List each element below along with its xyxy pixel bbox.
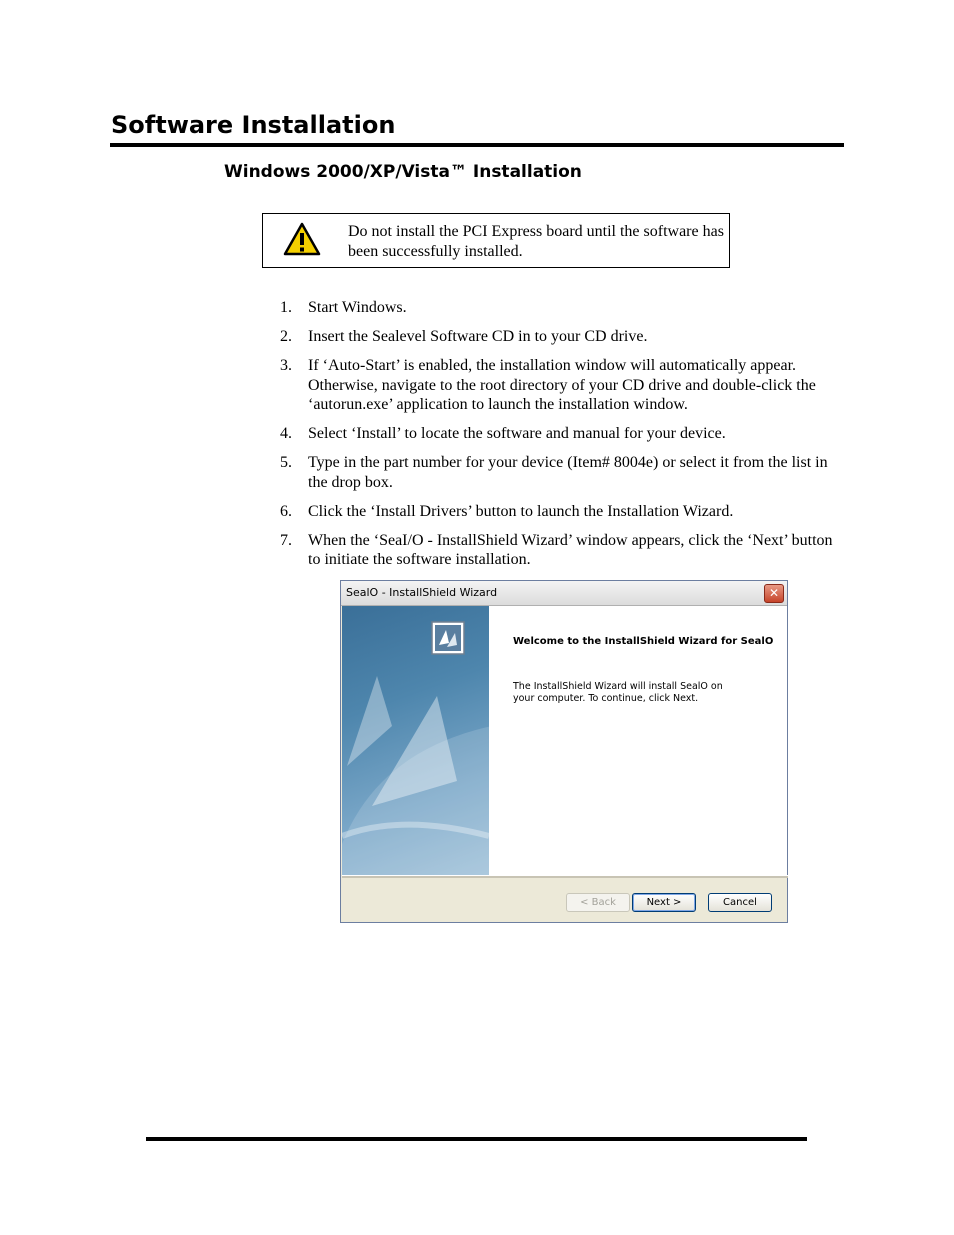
warning-callout bbox=[262, 213, 730, 268]
list-item: 6. Click the ‘Install Drivers’ button to launch the Installation Wizard. bbox=[280, 502, 734, 520]
list-item: 7. When the ‘SeaI/O - InstallShield Wizard’ window appears, click the ‘Next’ button to initiate the software installation. bbox=[280, 531, 833, 568]
wizard-side-banner bbox=[342, 606, 489, 875]
step-text: If ‘Auto-Start’ is enabled, the installation window will automatically appear. Otherwise, navigate to the root directory of your CD drive and double-click the ‘autorun.exe’ application to launch the installation window. bbox=[308, 357, 816, 413]
footer-rule bbox=[146, 1137, 807, 1141]
step-text: Start Windows. bbox=[308, 299, 407, 316]
wizard-title: SealO - InstallShield Wizard bbox=[346, 586, 498, 599]
close-icon[interactable]: ✕ bbox=[764, 584, 784, 603]
list-item: 5. Type in the part number for your device (Item# 8004e) or select it from the list in the drop box. bbox=[280, 454, 828, 491]
wizard-titlebar bbox=[341, 581, 787, 606]
installshield-logo-icon bbox=[431, 621, 465, 655]
list-item: 4. Select ‘Install’ to locate the software and manual for your device. bbox=[280, 425, 726, 442]
list-item: 3. If ‘Auto-Start’ is enabled, the installation window will automatically appear. Otherwise, navigate to the root directory of your CD drive and double-click the ‘autorun.exe’ application to launch the installation window. bbox=[280, 357, 816, 413]
title-rule bbox=[110, 143, 844, 147]
step-text: Insert the Sealevel Software CD in to your CD drive. bbox=[308, 328, 648, 345]
list-item: 2. Insert the Sealevel Software CD in to your CD drive. bbox=[280, 328, 648, 345]
back-button[interactable]: < Back bbox=[566, 893, 630, 912]
wizard-heading: Welcome to the InstallShield Wizard for SealO bbox=[513, 636, 774, 647]
step-text: When the ‘SeaI/O - InstallShield Wizard’ window appears, click the ‘Next’ button to initiate the software installation. bbox=[308, 531, 833, 568]
section-title: Windows 2000/XP/Vista™ Installation bbox=[224, 162, 582, 182]
step-text: Click the ‘Install Drivers’ button to launch the Installation Wizard. bbox=[308, 502, 734, 520]
cancel-button[interactable]: Cancel bbox=[708, 893, 772, 912]
next-button[interactable]: Next > bbox=[632, 893, 696, 912]
page-title: Software Installation bbox=[111, 111, 396, 139]
sail-graphic bbox=[342, 606, 489, 875]
installshield-wizard-screenshot bbox=[340, 580, 788, 923]
list-item: 1. Start Windows. bbox=[280, 299, 407, 316]
step-text: Select ‘Install’ to locate the software and manual for your device. bbox=[308, 425, 726, 442]
step-text: Type in the part number for your device (Item# 8004e) or select it from the list in the drop box. bbox=[308, 454, 828, 491]
wizard-separator bbox=[342, 875, 788, 878]
warning-triangle-icon bbox=[283, 222, 321, 256]
warning-text: Do not install the PCI Express board until the software has been successfully installed. bbox=[348, 223, 724, 260]
wizard-content bbox=[489, 606, 787, 875]
wizard-body: The InstallShield Wizard will install SealO on your computer. To continue, click Next. bbox=[513, 681, 723, 704]
install-steps bbox=[280, 298, 838, 579]
